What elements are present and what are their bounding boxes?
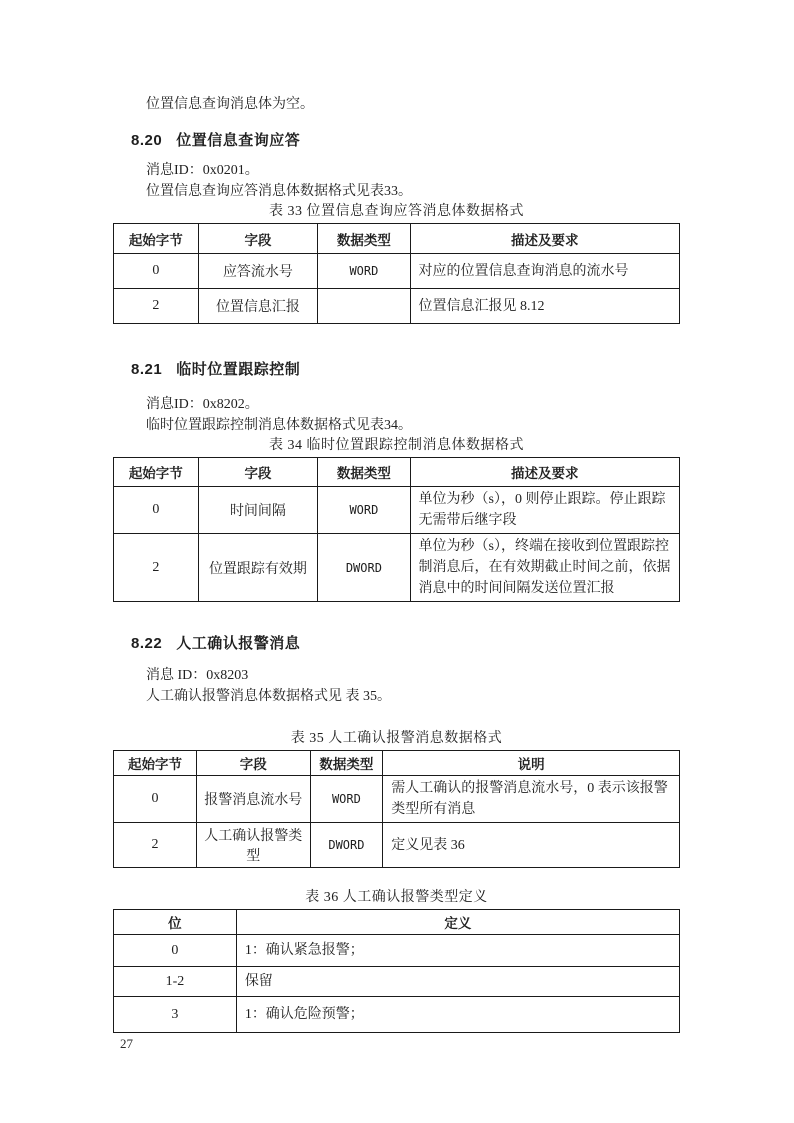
table-cell: WORD [318, 487, 410, 534]
column-header: 描述及要求 [410, 224, 679, 254]
table-cell: 1：确认危险预警； [236, 997, 679, 1033]
table-cell: 3 [114, 997, 237, 1033]
section-8-21 [113, 360, 680, 602]
table-row [114, 997, 680, 1033]
section-8-20 [113, 131, 680, 324]
section-8-22-heading [131, 634, 680, 654]
page-content [113, 95, 680, 1033]
table-35-caption: 表 35 人工确认报警消息数据格式 [290, 731, 503, 746]
table-cell: 2 [114, 289, 199, 324]
table-cell: 对应的位置信息查询消息的流水号 [410, 254, 679, 289]
column-header: 定义 [236, 910, 679, 935]
table-header-row [114, 751, 680, 776]
message-id-line: 消息 ID：0x8203 [146, 668, 249, 683]
table-cell: 0 [114, 254, 199, 289]
table-reference-line: 位置信息查询应答消息体数据格式见表33。 [146, 183, 412, 199]
column-header: 字段 [197, 751, 311, 776]
column-header: 描述及要求 [410, 458, 679, 487]
table-row [114, 776, 680, 823]
table-cell: WORD [310, 776, 383, 823]
table-cell: 1：确认紧急报警； [236, 935, 679, 967]
table-cell: 2 [114, 823, 197, 868]
intro-paragraph: 位置信息查询消息体为空。 [146, 97, 314, 112]
table-cell: 位置跟踪有效期 [198, 534, 318, 602]
column-header: 起始字节 [114, 224, 199, 254]
table-header-row [114, 458, 680, 487]
column-header: 字段 [198, 458, 318, 487]
column-header: 位 [114, 910, 237, 935]
table-row [114, 254, 680, 289]
table-cell: 应答流水号 [198, 254, 318, 289]
table-33-caption: 表 33 位置信息查询应答消息体数据格式 [269, 204, 524, 219]
section-number: 8.21 [131, 361, 163, 378]
section-8-21-heading [131, 360, 680, 380]
column-header: 字段 [198, 224, 318, 254]
table-cell: 位置信息汇报见 8.12 [410, 289, 679, 324]
table-33 [113, 223, 680, 324]
table-header-row [114, 224, 680, 254]
table-35 [113, 750, 680, 868]
section-title: 临时位置跟踪控制 [176, 361, 301, 378]
table-cell: 0 [114, 776, 197, 823]
table-cell: 0 [114, 487, 199, 534]
table-cell: DWORD [310, 823, 383, 868]
table-cell: 单位为秒（s），终端在接收到位置跟踪控制消息后，在有效期截止时间之前，依据消息中的时间间隔发送位置汇报 [410, 534, 679, 602]
table-cell: 1-2 [114, 967, 237, 997]
table-header-row [114, 910, 680, 935]
table-36-caption: 表 36 人工确认报警类型定义 [305, 890, 488, 905]
table-row [114, 534, 680, 602]
table-row [114, 823, 680, 868]
section-title: 人工确认报警消息 [176, 635, 301, 652]
table-row [114, 487, 680, 534]
section-title: 位置信息查询应答 [176, 132, 301, 149]
table-36 [113, 909, 680, 1033]
table-cell: WORD [318, 254, 410, 289]
table-cell: 人工确认报警类型 [197, 823, 311, 868]
section-number: 8.22 [131, 635, 163, 652]
column-header: 数据类型 [310, 751, 383, 776]
table-cell: 保留 [236, 967, 679, 997]
table-reference-line: 人工确认报警消息体数据格式见 表 35。 [146, 688, 391, 704]
section-8-22 [113, 634, 680, 1033]
message-id-line: 消息ID：0x0201。 [146, 163, 259, 178]
table-cell: 单位为秒（s），0 则停止跟踪。停止跟踪无需带后继字段 [410, 487, 679, 534]
page-number: 27 [120, 1036, 133, 1051]
table-row [114, 935, 680, 967]
table-cell: 报警消息流水号 [197, 776, 311, 823]
column-header: 说明 [383, 751, 680, 776]
table-34-caption: 表 34 临时位置跟踪控制消息体数据格式 [269, 438, 524, 453]
table-cell: 2 [114, 534, 199, 602]
message-id-line: 消息ID：0x8202。 [146, 397, 259, 412]
section-number: 8.20 [131, 132, 163, 149]
table-row [114, 289, 680, 324]
table-cell: 定义见表 36 [383, 823, 680, 868]
table-cell: DWORD [318, 534, 410, 602]
column-header: 数据类型 [318, 224, 410, 254]
column-header: 数据类型 [318, 458, 410, 487]
section-8-20-heading [131, 131, 680, 151]
column-header: 起始字节 [114, 458, 199, 487]
table-row [114, 967, 680, 997]
table-cell [318, 289, 410, 324]
column-header: 起始字节 [114, 751, 197, 776]
table-34 [113, 457, 680, 602]
table-cell: 需人工确认的报警消息流水号，0 表示该报警类型所有消息 [383, 776, 680, 823]
table-reference-line: 临时位置跟踪控制消息体数据格式见表34。 [146, 417, 412, 433]
table-cell: 0 [114, 935, 237, 967]
table-cell: 时间间隔 [198, 487, 318, 534]
table-cell: 位置信息汇报 [198, 289, 318, 324]
